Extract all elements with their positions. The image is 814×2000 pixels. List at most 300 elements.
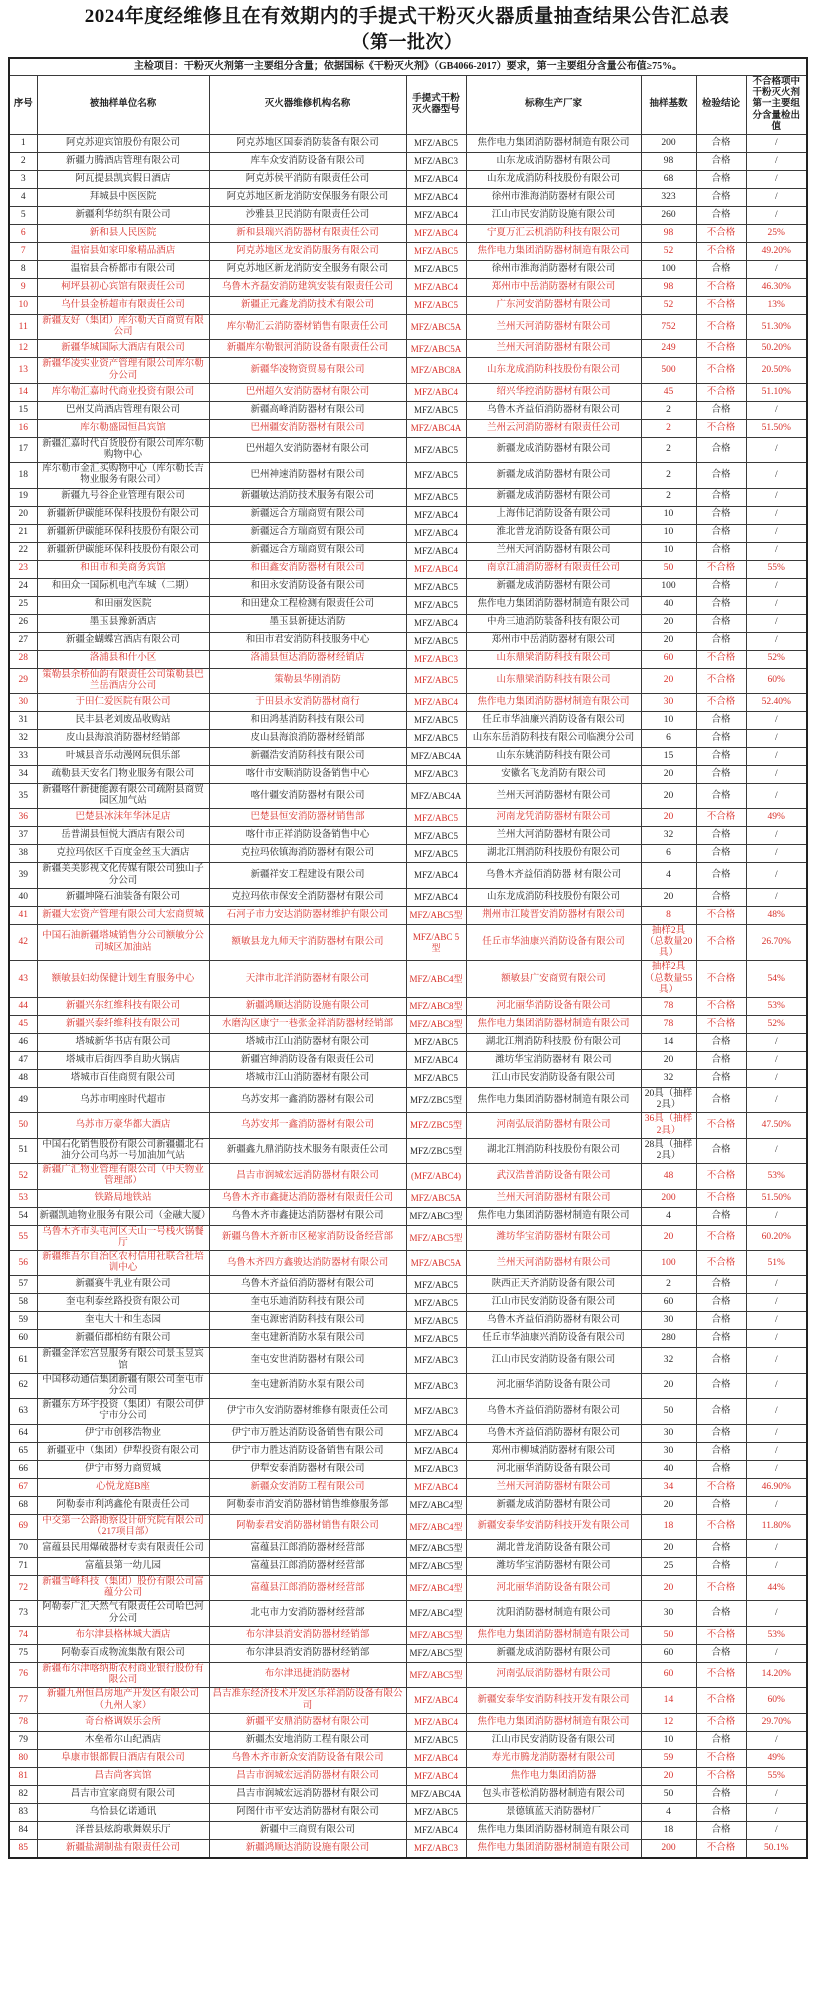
table-row: [9, 242, 807, 260]
row-number: 29: [9, 668, 37, 693]
component-content-value: /: [746, 888, 807, 906]
manufacturer-name: 景德镇蓝天消防器材厂: [466, 1803, 641, 1821]
table-row: [9, 961, 807, 998]
manufacturer-name: 荆州市江陵晋安消防器材有限公司: [466, 906, 641, 924]
sample-base: 500: [641, 358, 696, 383]
manufacturer-name: 陕西正天齐消防设备有限公司: [466, 1276, 641, 1294]
sampled-unit-name: 新疆新伊碳能环保科技股份有限公司: [37, 506, 209, 524]
inspection-conclusion: 合格: [696, 188, 746, 206]
extinguisher-model: MFZ/ABC5: [406, 1330, 466, 1348]
row-number: 56: [9, 1251, 37, 1276]
component-content-value: 51.50%: [746, 1189, 807, 1207]
inspection-conclusion: 不合格: [696, 1576, 746, 1601]
sample-base: 200: [641, 134, 696, 152]
inspection-conclusion: 不合格: [696, 924, 746, 961]
repair-org-name: 新疆众安消防工程有限公司: [209, 1478, 406, 1496]
inspection-results-table: [8, 57, 808, 1859]
repair-org-name: 额敏县龙九师天宇消防器材有限公司: [209, 924, 406, 961]
inspection-conclusion: 合格: [696, 260, 746, 278]
inspection-conclusion: 不合格: [696, 668, 746, 693]
repair-org-name: 新疆杰安地消防工程有限公司: [209, 1731, 406, 1749]
row-number: 41: [9, 906, 37, 924]
sampled-unit-name: 克拉玛依区千百度金丝玉大酒店: [37, 845, 209, 863]
row-number: 40: [9, 888, 37, 906]
component-content-value: 26.70%: [746, 924, 807, 961]
row-number: 54: [9, 1207, 37, 1225]
page-title-line2: （第一批次）: [351, 31, 463, 52]
inspection-conclusion: 不合格: [696, 242, 746, 260]
repair-org-name: 阿克苏地区国泰消防装备有限公司: [209, 134, 406, 152]
extinguisher-model: MFZ/ABC5A: [406, 1189, 466, 1207]
table-row: [9, 1373, 807, 1398]
sample-base: 323: [641, 188, 696, 206]
sampled-unit-name: 乌苏市万豪华都大酒店: [37, 1113, 209, 1138]
manufacturer-name: 兰州天河消防器材有限公司: [466, 1478, 641, 1496]
component-content-value: 20.50%: [746, 358, 807, 383]
manufacturer-name: 新疆安泰华安消防科技开发有限公司: [466, 1514, 641, 1539]
extinguisher-model: MFZ/ABC5: [406, 488, 466, 506]
component-content-value: 51.30%: [746, 314, 807, 339]
table-row: [9, 783, 807, 808]
inspection-conclusion: 不合格: [696, 358, 746, 383]
table-row: [9, 383, 807, 401]
extinguisher-model: MFZ/ABC8型: [406, 1016, 466, 1034]
sampled-unit-name: 新疆坤隆石油装备有限公司: [37, 888, 209, 906]
repair-org-name: 富蕴县江郎消防器材经营部: [209, 1558, 406, 1576]
row-number: 45: [9, 1016, 37, 1034]
inspection-conclusion: 不合格: [696, 1839, 746, 1858]
inspection-conclusion: 合格: [696, 1088, 746, 1113]
announcement-page: [8, 0, 806, 1859]
repair-org-name: 塔城市江山消防器材有限公司: [209, 1034, 406, 1052]
inspection-conclusion: 合格: [696, 488, 746, 506]
inspection-conclusion: 合格: [696, 437, 746, 462]
component-content-value: 60%: [746, 1688, 807, 1713]
sample-base: 32: [641, 1070, 696, 1088]
manufacturer-name: 兰州天河消防器材有限公司: [466, 542, 641, 560]
row-number: 24: [9, 578, 37, 596]
row-number: 58: [9, 1294, 37, 1312]
inspection-conclusion: 合格: [696, 152, 746, 170]
sampled-unit-name: 乌什县金桥超市有限责任公司: [37, 296, 209, 314]
row-number: 83: [9, 1803, 37, 1821]
extinguisher-model: MFZ/ABC5: [406, 668, 466, 693]
row-number: 63: [9, 1399, 37, 1424]
column-header-6: 检验结论: [696, 75, 746, 134]
inspection-conclusion: 不合格: [696, 998, 746, 1016]
sample-base: 28具（抽样2具）: [641, 1138, 696, 1163]
repair-org-name: 乌鲁木齐市鑫捷达消防器材有限公司: [209, 1207, 406, 1225]
extinguisher-model: MFZ/ABC3: [406, 1399, 466, 1424]
sample-base: 40: [641, 1460, 696, 1478]
component-content-value: /: [746, 765, 807, 783]
row-number: 69: [9, 1514, 37, 1539]
row-number: 79: [9, 1731, 37, 1749]
manufacturer-name: 新疆安泰华安消防科技开发有限公司: [466, 1688, 641, 1713]
repair-org-name: 伊犁安泰消防器材有限公司: [209, 1460, 406, 1478]
table-row: [9, 1164, 807, 1189]
repair-org-name: 阿克苏地区龙安消防服务有限公司: [209, 242, 406, 260]
component-content-value: /: [746, 488, 807, 506]
inspection-conclusion: 不合格: [696, 1749, 746, 1767]
sampled-unit-name: 新疆凯迪物业服务有限公司（金融大厦）: [37, 1207, 209, 1225]
component-content-value: /: [746, 206, 807, 224]
inspection-conclusion: 不合格: [696, 961, 746, 998]
row-number: 22: [9, 542, 37, 560]
sampled-unit-name: 新疆新伊碳能环保科技股份有限公司: [37, 542, 209, 560]
component-content-value: /: [746, 506, 807, 524]
component-content-value: /: [746, 863, 807, 888]
repair-org-name: 巴州超久安消防器材有限公司: [209, 383, 406, 401]
component-content-value: /: [746, 729, 807, 747]
repair-org-name: 新疆远合方瑞商贸有限公司: [209, 506, 406, 524]
row-number: 14: [9, 383, 37, 401]
extinguisher-model: MFZ/ABC3: [406, 650, 466, 668]
inspection-note: 主检项目：干粉灭火剂第一主要组分含量；依据国标《干粉灭火剂》（GB4066-2017）要求，第一主要组分含量公布值≥75%。: [9, 58, 807, 76]
extinguisher-model: MFZ/ABC3: [406, 1839, 466, 1858]
inspection-conclusion: 不合格: [696, 1662, 746, 1687]
repair-org-name: 和田鑫安消防器材有限公司: [209, 560, 406, 578]
extinguisher-model: MFZ/ABC4: [406, 693, 466, 711]
row-number: 26: [9, 614, 37, 632]
inspection-conclusion: 合格: [696, 170, 746, 188]
sample-base: 50: [641, 1399, 696, 1424]
extinguisher-model: MFZ/ABC3: [406, 1348, 466, 1373]
inspection-conclusion: 不合格: [696, 1713, 746, 1731]
sample-base: 100: [641, 578, 696, 596]
table-row: [9, 1189, 807, 1207]
manufacturer-name: 包头市苍松消防器材制造有限公司: [466, 1785, 641, 1803]
sampled-unit-name: 新疆九号谷企业管理有限公司: [37, 488, 209, 506]
sample-base: 68: [641, 170, 696, 188]
row-number: 25: [9, 596, 37, 614]
sample-base: 249: [641, 340, 696, 358]
sampled-unit-name: 阿勒泰百成物流集散有限公司: [37, 1644, 209, 1662]
inspection-conclusion: 不合格: [696, 560, 746, 578]
sampled-unit-name: 洛浦县和什小区: [37, 650, 209, 668]
inspection-conclusion: 合格: [696, 1052, 746, 1070]
row-number: 43: [9, 961, 37, 998]
table-row: [9, 152, 807, 170]
row-number: 16: [9, 419, 37, 437]
inspection-conclusion: 不合格: [696, 1767, 746, 1785]
component-content-value: /: [746, 1088, 807, 1113]
manufacturer-name: 湖北江荆消防科技股份有限公司: [466, 845, 641, 863]
sampled-unit-name: 奎屯利泰丝路投资有限公司: [37, 1294, 209, 1312]
repair-org-name: 伊宁市久安消防器材维修有限责任公司: [209, 1399, 406, 1424]
sampled-unit-name: 新疆华凌实业资产管理有限公司库尔勒分公司: [37, 358, 209, 383]
inspection-conclusion: 合格: [696, 729, 746, 747]
extinguisher-model: MFZ/ABC5型: [406, 1540, 466, 1558]
repair-org-name: 巴州超久安消防器材有限公司: [209, 437, 406, 462]
inspection-conclusion: 合格: [696, 1276, 746, 1294]
component-content-value: /: [746, 1207, 807, 1225]
manufacturer-name: 焦作电力集团消防器材制造有限公司: [466, 242, 641, 260]
sample-base: 60: [641, 650, 696, 668]
table-row: [9, 1016, 807, 1034]
manufacturer-name: 焦作电力集团消防器材制造有限公司: [466, 1839, 641, 1858]
sample-base: 2: [641, 1276, 696, 1294]
column-header-3: 手提式干粉灭火器型号: [406, 75, 466, 134]
component-content-value: /: [746, 596, 807, 614]
repair-org-name: 乌苏安邦一鑫消防器材有限公司: [209, 1113, 406, 1138]
row-number: 82: [9, 1785, 37, 1803]
component-content-value: /: [746, 152, 807, 170]
page-title-line1: 2024年度经维修且在有效期内的手提式干粉灭火器质量抽查结果公告汇总表: [84, 6, 730, 27]
extinguisher-model: MFZ/ABC5: [406, 134, 466, 152]
row-number: 13: [9, 358, 37, 383]
row-number: 32: [9, 729, 37, 747]
manufacturer-name: 河北丽华消防设备有限公司: [466, 1460, 641, 1478]
sampled-unit-name: 阿克苏迎宾馆股份有限公司: [37, 134, 209, 152]
sampled-unit-name: 新疆美美影视文化传媒有限公司独山子分公司: [37, 863, 209, 888]
sampled-unit-name: 塔城新华书店有限公司: [37, 1034, 209, 1052]
sample-base: 20: [641, 1576, 696, 1601]
manufacturer-name: 兰州大河消防器材有限公司: [466, 827, 641, 845]
component-content-value: /: [746, 1399, 807, 1424]
inspection-conclusion: 合格: [696, 401, 746, 419]
extinguisher-model: MFZ/ABC5: [406, 401, 466, 419]
manufacturer-name: 山东东岳消防科技有限公司临澳分公司: [466, 729, 641, 747]
inspection-conclusion: 合格: [696, 888, 746, 906]
inspection-conclusion: 合格: [696, 1496, 746, 1514]
repair-org-name: 洛浦县恒达消防器材经销店: [209, 650, 406, 668]
column-header-5: 抽样基数: [641, 75, 696, 134]
extinguisher-model: MFZ/ABC5: [406, 1070, 466, 1088]
inspection-conclusion: 合格: [696, 765, 746, 783]
manufacturer-name: 焦作电力集团消防器材制造有限公司: [466, 1016, 641, 1034]
component-content-value: 47.50%: [746, 1113, 807, 1138]
row-number: 1: [9, 134, 37, 152]
repair-org-name: 乌鲁木齐市新众安消防设备有限公司: [209, 1749, 406, 1767]
table-row: [9, 206, 807, 224]
row-number: 53: [9, 1189, 37, 1207]
component-content-value: /: [746, 1373, 807, 1398]
table-row: [9, 1330, 807, 1348]
row-number: 38: [9, 845, 37, 863]
repair-org-name: 富蕴县江郎消防器材经营部: [209, 1540, 406, 1558]
sampled-unit-name: 伊宁市创移浩物业: [37, 1424, 209, 1442]
component-content-value: /: [746, 542, 807, 560]
extinguisher-model: (MFZ/ABC4): [406, 1164, 466, 1189]
sample-base: 18: [641, 1821, 696, 1839]
table-row: [9, 1399, 807, 1424]
manufacturer-name: 淮北普龙消防设备有限公司: [466, 524, 641, 542]
manufacturer-name: 焦作电力集团消防器材制造有限公司: [466, 1088, 641, 1113]
inspection-conclusion: 合格: [696, 1330, 746, 1348]
table-row: [9, 1644, 807, 1662]
row-number: 9: [9, 278, 37, 296]
manufacturer-name: 湖北普龙消防设备有限公司: [466, 1540, 641, 1558]
repair-org-name: 伊宁市力胜达消防设备销售有限公司: [209, 1442, 406, 1460]
component-content-value: 50.20%: [746, 340, 807, 358]
inspection-conclusion: 合格: [696, 463, 746, 488]
row-number: 60: [9, 1330, 37, 1348]
manufacturer-name: 新疆龙成消防器材有限公司: [466, 488, 641, 506]
inspection-conclusion: 合格: [696, 711, 746, 729]
inspection-conclusion: 不合格: [696, 1164, 746, 1189]
sampled-unit-name: 乌恰县亿诺通讯: [37, 1803, 209, 1821]
component-content-value: /: [746, 783, 807, 808]
extinguisher-model: MFZ/ABC5型: [406, 1626, 466, 1644]
inspection-conclusion: 合格: [696, 614, 746, 632]
extinguisher-model: MFZ/ABC4: [406, 888, 466, 906]
component-content-value: 49%: [746, 809, 807, 827]
sampled-unit-name: 新疆力腾酒店管理有限公司: [37, 152, 209, 170]
page-title: [8, 4, 806, 54]
sampled-unit-name: 新疆维吾尔自治区农村信用社联合社培训中心: [37, 1251, 209, 1276]
component-content-value: 55%: [746, 1767, 807, 1785]
inspection-conclusion: 合格: [696, 206, 746, 224]
table-row: [9, 711, 807, 729]
inspection-conclusion: 不合格: [696, 1626, 746, 1644]
manufacturer-name: 广东河安消防器材有限公司: [466, 296, 641, 314]
table-row: [9, 1207, 807, 1225]
extinguisher-model: MFZ/ABC5: [406, 1312, 466, 1330]
sample-base: 18: [641, 1514, 696, 1539]
table-row: [9, 1034, 807, 1052]
sampled-unit-name: 昌吉尚客宾馆: [37, 1767, 209, 1785]
sample-base: 10: [641, 506, 696, 524]
manufacturer-name: 河南弘辰消防器材有限公司: [466, 1113, 641, 1138]
sample-base: 6: [641, 729, 696, 747]
row-number: 46: [9, 1034, 37, 1052]
repair-org-name: 新疆宫绅消防设备有限责任公司: [209, 1052, 406, 1070]
repair-org-name: 新疆正元鑫龙消防技术有限公司: [209, 296, 406, 314]
component-content-value: /: [746, 1294, 807, 1312]
table-row: [9, 1713, 807, 1731]
sample-base: 14: [641, 1688, 696, 1713]
table-row: [9, 1251, 807, 1276]
sample-base: 14: [641, 1034, 696, 1052]
sampled-unit-name: 策勒县余桥仙韵有限责任公司策勒县巴兰岳酒店分公司: [37, 668, 209, 693]
extinguisher-model: MFZ/ABC4: [406, 278, 466, 296]
extinguisher-model: MFZ/ABC4型: [406, 1496, 466, 1514]
column-header-1: 被抽样单位名称: [37, 75, 209, 134]
table-row: [9, 1442, 807, 1460]
note-row: [9, 58, 807, 76]
row-number: 47: [9, 1052, 37, 1070]
repair-org-name: 克拉玛依镇海消防器材有限公司: [209, 845, 406, 863]
sample-base: 60: [641, 1644, 696, 1662]
manufacturer-name: 焦作电力集团消防器: [466, 1767, 641, 1785]
row-number: 76: [9, 1662, 37, 1687]
repair-org-name: 奎屯建新消防水泵有限公司: [209, 1330, 406, 1348]
row-number: 80: [9, 1749, 37, 1767]
row-number: 70: [9, 1540, 37, 1558]
repair-org-name: 昌吉市润城宏远消防器材有限公司: [209, 1164, 406, 1189]
repair-org-name: 新疆华凌物资贸易有限公司: [209, 358, 406, 383]
sample-base: 10: [641, 542, 696, 560]
repair-org-name: 喀什市安顺消防设备销售中心: [209, 765, 406, 783]
repair-org-name: 新疆鸿顺达消防设施有限公司: [209, 998, 406, 1016]
sampled-unit-name: 乌苏市明座时代超市: [37, 1088, 209, 1113]
sample-base: 34: [641, 1478, 696, 1496]
manufacturer-name: 兰州天河消防器材有限公司: [466, 1251, 641, 1276]
row-number: 28: [9, 650, 37, 668]
component-content-value: 11.80%: [746, 1514, 807, 1539]
repair-org-name: 喀什疆安消防器材有限公司: [209, 783, 406, 808]
sample-base: 50: [641, 1785, 696, 1803]
component-content-value: /: [746, 1785, 807, 1803]
extinguisher-model: MFZ/ABC4: [406, 1424, 466, 1442]
sample-base: 20: [641, 1767, 696, 1785]
component-content-value: 29.70%: [746, 1713, 807, 1731]
sampled-unit-name: 新和县人民医院: [37, 224, 209, 242]
manufacturer-name: 江山市民安消防设备有限公司: [466, 1070, 641, 1088]
component-content-value: 54%: [746, 961, 807, 998]
component-content-value: /: [746, 1424, 807, 1442]
inspection-conclusion: 合格: [696, 1442, 746, 1460]
row-number: 23: [9, 560, 37, 578]
row-number: 15: [9, 401, 37, 419]
repair-org-name: 新疆远合方瑞商贸有限公司: [209, 542, 406, 560]
repair-org-name: 和田鸿基消防科技有限公司: [209, 711, 406, 729]
repair-org-name: 和田建众工程检测有限责任公司: [209, 596, 406, 614]
sampled-unit-name: 新疆东方环宇投资（集团）有限公司伊宁市分公司: [37, 1399, 209, 1424]
row-number: 62: [9, 1373, 37, 1398]
repair-org-name: 阿勒泰市消安消防器材销售维修服务部: [209, 1496, 406, 1514]
sample-base: 30: [641, 1442, 696, 1460]
component-content-value: 14.20%: [746, 1662, 807, 1687]
sample-base: 2: [641, 488, 696, 506]
sample-base: 30: [641, 1601, 696, 1626]
table-row: [9, 827, 807, 845]
sample-base: 2: [641, 401, 696, 419]
manufacturer-name: 山东龙成消防科技股份有限公司: [466, 888, 641, 906]
inspection-conclusion: 不合格: [696, 419, 746, 437]
table-row: [9, 560, 807, 578]
table-row: [9, 1348, 807, 1373]
sample-base: 752: [641, 314, 696, 339]
repair-org-name: 北屯市力安消防器材经营部: [209, 1601, 406, 1626]
inspection-conclusion: 不合格: [696, 809, 746, 827]
extinguisher-model: MFZ/ABC4: [406, 1052, 466, 1070]
row-number: 37: [9, 827, 37, 845]
extinguisher-model: MFZ/ABC3: [406, 152, 466, 170]
table-row: [9, 924, 807, 961]
inspection-conclusion: 合格: [696, 1207, 746, 1225]
extinguisher-model: MFZ/ABC4: [406, 506, 466, 524]
sampled-unit-name: 巴州艾尚酒店管理有限公司: [37, 401, 209, 419]
sampled-unit-name: 新疆汇嘉时代百货股份有限公司库尔勒购物中心: [37, 437, 209, 462]
manufacturer-name: 郑州市中岳消防器材有限公司: [466, 278, 641, 296]
sample-base: 60: [641, 1662, 696, 1687]
table-row: [9, 1113, 807, 1138]
sampled-unit-name: 库尔勒市金汇买购物中心（库尔勒长吉物业服务有限公司）: [37, 463, 209, 488]
sample-base: 52: [641, 242, 696, 260]
sampled-unit-name: 新疆利华纺织有限公司: [37, 206, 209, 224]
manufacturer-name: 山东龙成消防科技股份有限公司: [466, 170, 641, 188]
extinguisher-model: MFZ/ABC4型: [406, 1576, 466, 1601]
component-content-value: 53%: [746, 1626, 807, 1644]
extinguisher-model: MFZ/ABC4A: [406, 419, 466, 437]
row-number: 67: [9, 1478, 37, 1496]
manufacturer-name: 河南弘辰消防器材有限公司: [466, 1662, 641, 1687]
inspection-conclusion: 合格: [696, 524, 746, 542]
extinguisher-model: MFZ/ABC4: [406, 206, 466, 224]
row-number: 20: [9, 506, 37, 524]
sample-base: 280: [641, 1330, 696, 1348]
component-content-value: /: [746, 524, 807, 542]
row-number: 55: [9, 1225, 37, 1250]
table-row: [9, 1626, 807, 1644]
inspection-conclusion: 合格: [696, 1785, 746, 1803]
manufacturer-name: 兰州云河消防器材有限责任公司: [466, 419, 641, 437]
extinguisher-model: MFZ/ABC5: [406, 809, 466, 827]
component-content-value: 52.40%: [746, 693, 807, 711]
inspection-conclusion: 不合格: [696, 1514, 746, 1539]
